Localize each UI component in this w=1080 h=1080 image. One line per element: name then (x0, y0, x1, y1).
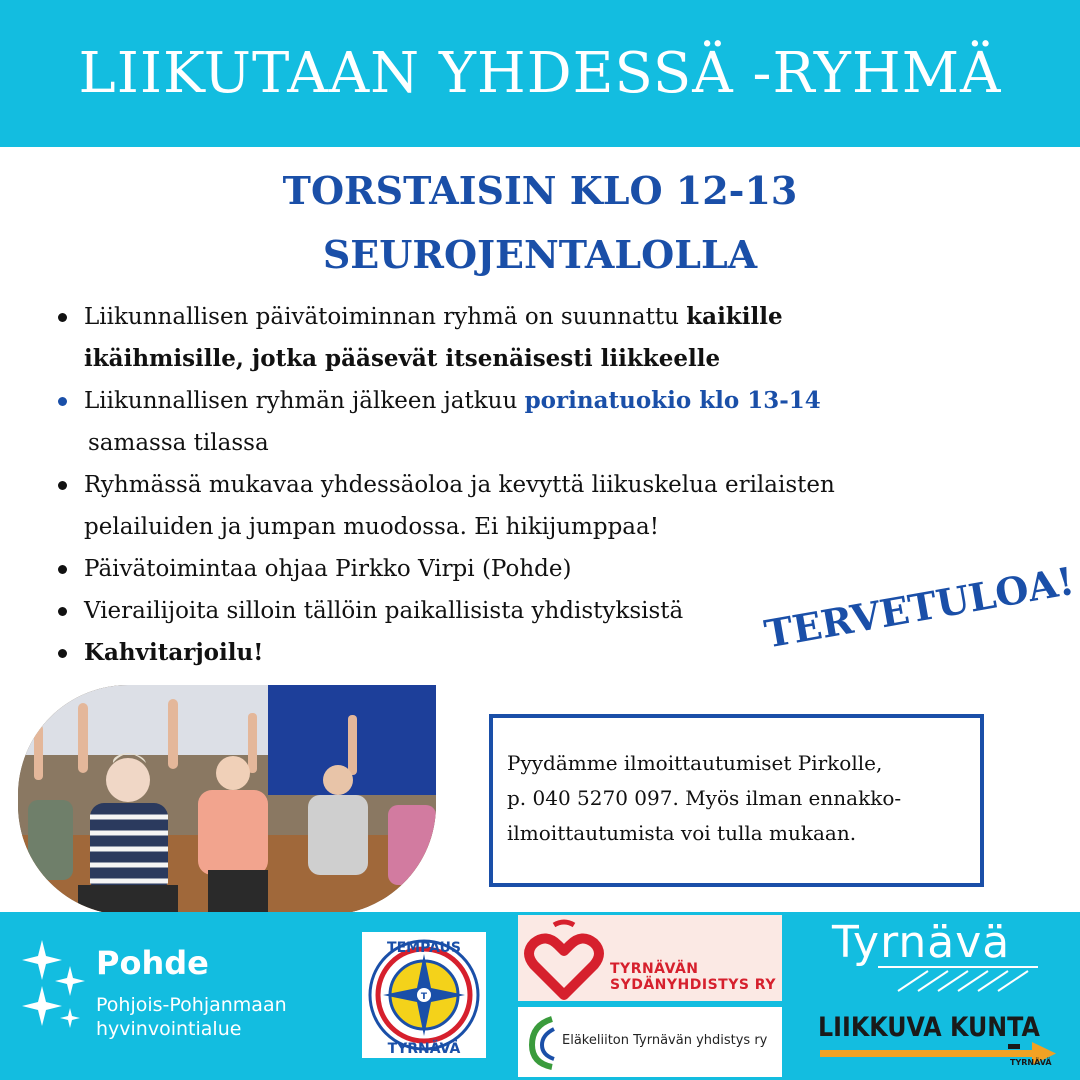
tyrnava-logo (828, 915, 1038, 995)
list-item-text: Päivätoimintaa ohjaa Pirkko Virpi (Pohde) (84, 556, 572, 582)
bullet-icon (58, 313, 67, 322)
list-item (56, 464, 1006, 548)
list-item (56, 296, 1006, 380)
registration-text: Pyydämme ilmoittautumiset Pirkolle, (507, 751, 883, 775)
sydan-name: TYRNÄVÄN (610, 961, 699, 977)
bullet-icon (58, 607, 67, 616)
liikkuva-kunta-logo (818, 1012, 1073, 1072)
sydan-name: SYDÄNYHDISTYS RY (610, 977, 776, 993)
list-item (56, 548, 1006, 590)
header-banner (0, 0, 1080, 147)
elakeliitto-logo (518, 1007, 782, 1077)
pohde-logo (20, 940, 350, 1050)
registration-text: ilmoittautumista voi tulla mukaan. (507, 821, 857, 845)
bullet-icon (58, 397, 67, 406)
list-item-bold: ikäihmisille, jotka pääsevät itsenäisesti liikkeelle (84, 345, 721, 372)
list-item-text: Liikunnallisen ryhmän jälkeen jatkuu (84, 388, 525, 414)
page-title: LIIKUTAAN YHDESSÄ -RYHMÄ (78, 41, 1002, 106)
list-item-bold: kaikille (686, 303, 783, 330)
tempaus-top-text: TEMPAUS (387, 940, 461, 956)
registration-text: p. 040 5270 097. Myös ilman ennakko- (507, 786, 902, 810)
registration-info-box (489, 714, 984, 887)
exercise-group-photo (18, 685, 436, 915)
elakeliitto-name: Eläkeliiton Tyrnävän yhdistys ry (562, 1033, 768, 1048)
list-item-text: Liikunnallisen päivätoiminnan ryhmä on suunnattu (84, 304, 687, 330)
field-lines-icon (858, 965, 1068, 995)
tempaus-center: T (420, 992, 428, 1002)
list-item-text: Ryhmässä mukavaa yhdessäoloa ja kevyttä liikuskelua erilaisten (84, 472, 835, 498)
sparkle-icon (20, 940, 90, 1040)
schedule-heading: TORSTAISIN KLO 12-13 (282, 168, 798, 213)
heart-icon (524, 915, 604, 1001)
tyrnava-wordmark: Tyrnävä (832, 917, 1011, 968)
bullet-icon (58, 649, 67, 658)
pohde-name: Pohde (96, 944, 209, 982)
list-item-bold: Kahvitarjoilu! (84, 639, 264, 666)
sydanyhdistys-logo (518, 915, 782, 1001)
list-item-text: Vierailijoita silloin tällöin paikallisista yhdistyksistä (84, 598, 684, 624)
tempaus-logo (362, 932, 486, 1058)
pohde-subtitle: hyvinvointialue (96, 1018, 242, 1040)
list-item-text: samassa tilassa (88, 430, 269, 456)
bullet-icon (58, 565, 67, 574)
list-item (56, 380, 1006, 464)
pohde-subtitle: Pohjois-Pohjanmaan (96, 994, 287, 1016)
list-item-highlight: porinatuokio klo 13-14 (524, 387, 821, 414)
location-heading: SEUROJENTALOLLA (322, 232, 758, 277)
bullet-icon (58, 481, 67, 490)
liikkuva-subtext: TYRNÄVÄ (1010, 1058, 1052, 1067)
welcome-text: TERVETULOA! (761, 557, 1078, 657)
tempaus-bottom-text: TYRNÄVÄ (387, 1041, 461, 1057)
liikkuva-wordmark: LIIKKUVA KUNTA (818, 1012, 1040, 1043)
leaf-icon (524, 1013, 564, 1073)
list-item-text: pelailuiden ja jumpan muodossa. Ei hikijumppaa! (84, 514, 659, 540)
